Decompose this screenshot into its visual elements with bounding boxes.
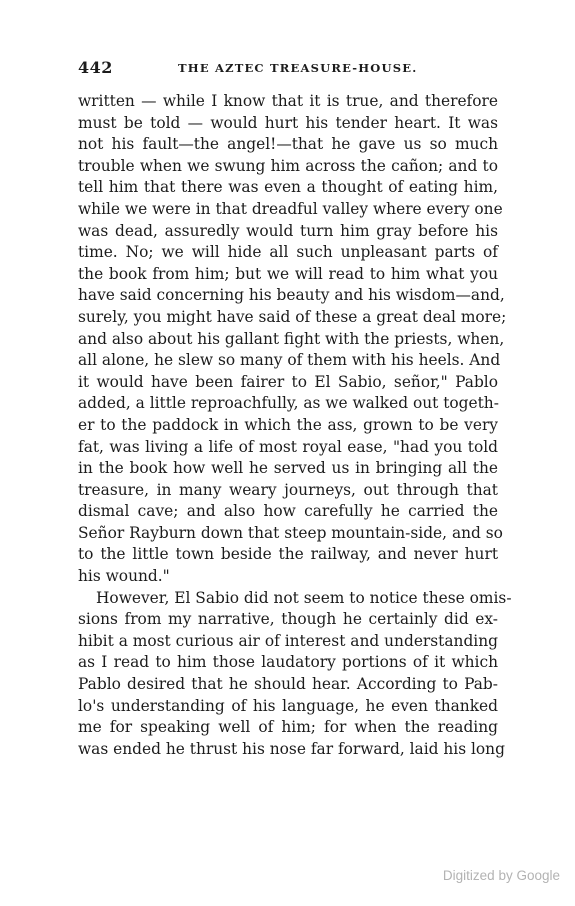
text-line: surely, you might have said of these a great deal more;: [78, 307, 507, 326]
running-title: THE AZTEC TREASURE-HOUSE.: [178, 61, 418, 75]
body-text: [78, 91, 512, 760]
text-line: written — while I know that it is true, and therefore: [78, 92, 498, 110]
text-line: in the book how well he served us in bringing all the: [78, 459, 498, 478]
text-line: tell him that there was even a thought of eating him,: [78, 178, 498, 197]
text-line: sions from my narrative, though he certainly did ex-: [78, 610, 498, 629]
text-line: treasure, in many weary journeys, out through that: [78, 480, 498, 499]
text-line: Señor Rayburn down that steep mountain-side, and so: [78, 523, 503, 542]
text-line: dismal cave; and also how carefully he carried the: [78, 502, 498, 521]
text-line: added, a little reproachfully, as we walked out togeth-: [78, 394, 499, 413]
text-line: fat, was living a life of most royal ease, "had you told: [78, 437, 498, 456]
text-line: trouble when we swung him across the cañon; and to: [78, 156, 498, 175]
text-line: hibit a most curious air of interest and understanding: [78, 631, 498, 650]
text-line: However, El Sabio did not seem to notice these omis-: [96, 588, 512, 607]
text-line: was ended he thrust his nose far forward, laid his long: [78, 739, 505, 758]
page-number: 442: [78, 58, 113, 77]
text-line: while we were in that dreadful valley where every one: [78, 199, 503, 218]
paragraph-2: [78, 588, 512, 761]
text-line: lo's understanding of his language, he even thanked: [78, 696, 498, 715]
text-line: to the little town beside the railway, and never hurt: [78, 545, 498, 564]
text-line: me for speaking well of him; for when the reading: [78, 718, 498, 737]
text-line: must be told — would hurt his tender heart. It was: [78, 113, 498, 132]
google-watermark: Digitized by Google: [442, 868, 560, 883]
paragraph-1: [78, 91, 507, 588]
text-line: all alone, he slew so many of them with his heels. And: [78, 351, 501, 370]
text-line: time. No; we will hide all such unpleasant parts of: [78, 243, 498, 262]
text-line: Pablo desired that he should hear. According to Pab-: [78, 675, 498, 694]
text-line: the book from him; but we will read to him what you: [78, 264, 498, 283]
text-line: was dead, assuredly would turn him gray before his: [78, 221, 498, 240]
text-line: it would have been fairer to El Sabio, señor," Pablo: [78, 372, 498, 391]
text-line: er to the paddock in which the ass, grown to be very: [78, 415, 498, 434]
text-line: as I read to him those laudatory portions of it which: [78, 653, 498, 672]
text-line: and also about his gallant fight with the priests, when,: [78, 329, 505, 348]
text-line: have said concerning his beauty and his wisdom—and,: [78, 286, 505, 305]
running-head: [78, 58, 498, 78]
text-line: his wound.": [78, 567, 170, 586]
text-line: not his fault—the angel!—that he gave us so much: [78, 135, 498, 154]
